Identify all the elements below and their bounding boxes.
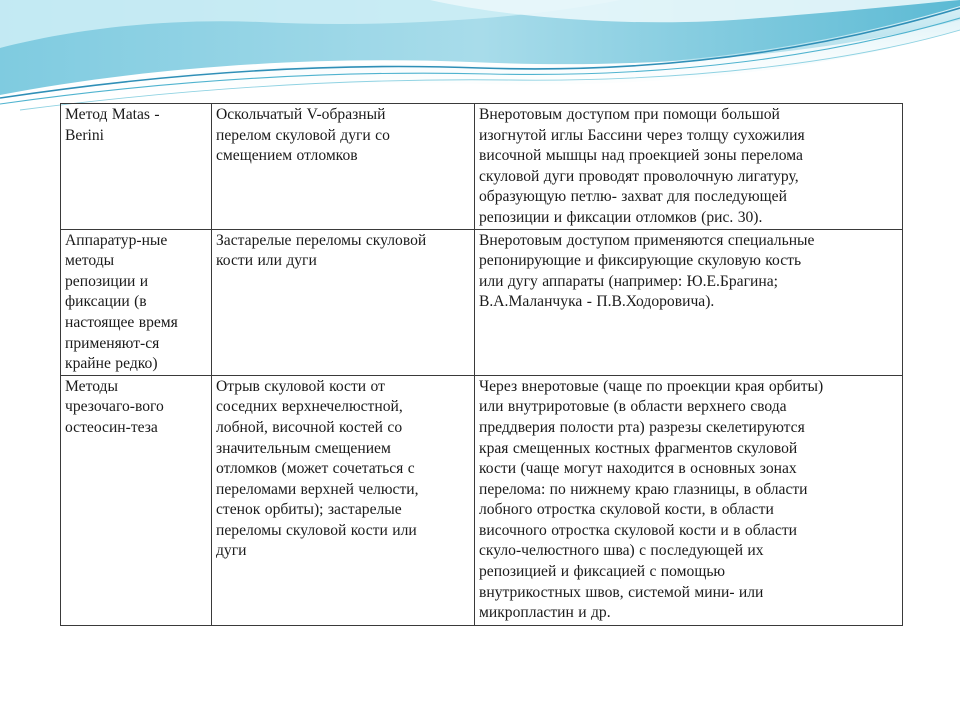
methods-table xyxy=(60,103,903,626)
method-cell: Методы чрезочаго-вого остеосин-теза xyxy=(61,375,212,625)
table-row xyxy=(61,229,903,375)
table-row xyxy=(61,375,903,625)
technique-cell: Внеротовым доступом при помощи большой изогнутой иглы Бассини через толщу сухожилия височной мышцы над проекцией зоны перелома скуловой дуги проводят проволочную лигатуру, образующую петлю- захват для последующей репозиции и фиксации отломков (рис. 30). xyxy=(475,104,903,230)
method-cell: Метод Matas - Berini xyxy=(61,104,212,230)
indication-cell: Отрыв скуловой кости от соседних верхнечелюстной, лобной, височной костей со значительным смещением отломков (может сочетаться с переломами верхней челюсти, стенок орбиты); застарелые переломы скуловой кости или дуги xyxy=(212,375,475,625)
method-cell: Аппаратур-ные методы репозиции и фиксации (в настоящее время применяют-ся крайне редко) xyxy=(61,229,212,375)
table-row xyxy=(61,104,903,230)
indication-cell: Оскольчатый V-образный перелом скуловой дуги со смещением отломков xyxy=(212,104,475,230)
technique-cell: Внеротовым доступом применяются специальные репонирующие и фиксирующие скуловую кость или дугу аппараты (например: Ю.Е.Брагина; В.А.Маланчука - П.В.Ходоровича). xyxy=(475,229,903,375)
technique-cell: Через внеротовые (чаще по проекции края орбиты) или внутриротовые (в области верхнего свода преддверия полости рта) разрезы скелетируются края смещенных костных фрагментов скуловой кости (чаще могут находится в основных зонах перелома: по нижнему краю глазницы, в области лобного отростка скуловой кости, в области височного отростка скуловой кости и в области скуло-челюстного шва) с последующей их репозицией и фиксацией с помощью внутрикостных швов, системой мини- или микропластин и др. xyxy=(475,375,903,625)
wave-header-decoration xyxy=(0,0,960,115)
indication-cell: Застарелые переломы скуловой кости или дуги xyxy=(212,229,475,375)
